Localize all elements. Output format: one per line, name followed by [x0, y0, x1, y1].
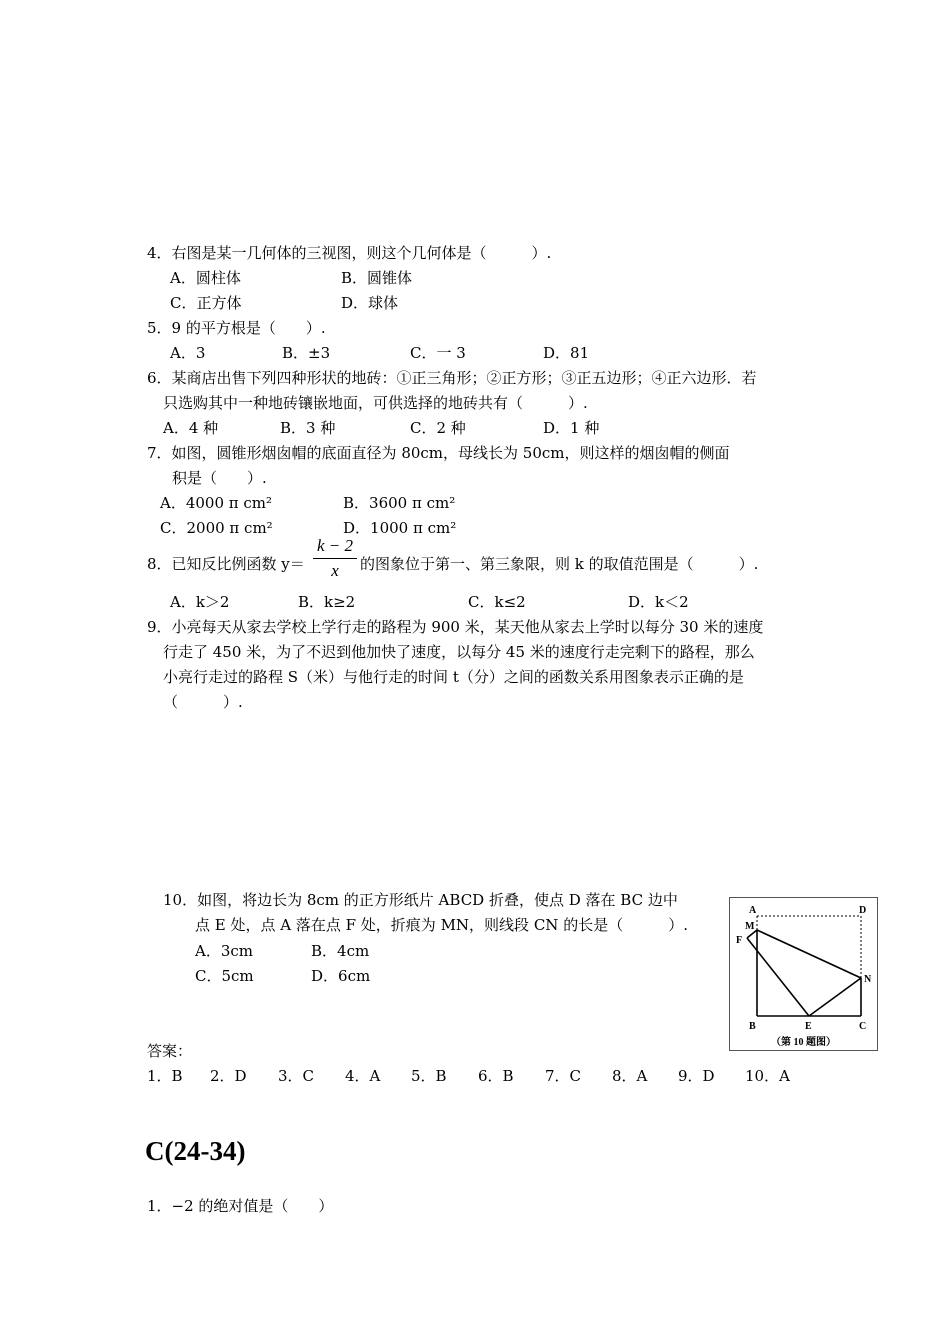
q5-option-b: B．±3 [282, 344, 331, 362]
q7-option-c: C．2000 π cm² [160, 519, 273, 537]
label-d: D [859, 905, 867, 916]
answer-2: 2．D [210, 1067, 247, 1085]
q7-option-d: D．1000 π cm² [343, 519, 457, 537]
q8-fraction-denominator: x [331, 561, 339, 580]
q7-stem-line1: 7．如图，圆锥形烟囱帽的底面直径为 80cm，母线长为 50cm，则这样的烟囱帽的侧面 [147, 444, 730, 462]
q10-option-b: B．4cm [311, 942, 370, 960]
q4-option-d: D．球体 [341, 294, 399, 312]
answer-4: 4．A [345, 1067, 381, 1085]
q6-stem-line2: 只选购其中一种地砖镶嵌地面，可供选择的地砖共有（ ）. [163, 394, 588, 412]
q8-option-a: A．k＞2 [170, 593, 230, 611]
q6-option-c: C．2 种 [410, 419, 466, 437]
q8-option-b: B．k≥2 [298, 593, 356, 611]
answer-6: 6．B [478, 1067, 514, 1085]
q8-fraction-numerator: k − 2 [316, 536, 354, 555]
answer-7: 7．C [545, 1067, 582, 1085]
q6-option-d: D．1 种 [543, 419, 600, 437]
label-n: N [864, 974, 872, 985]
q9-line3: 小亮行走过的路程 S（米）与他行走的时间 t（分）之间的函数关系用图象表示正确的是 [163, 668, 744, 686]
label-a: A [749, 905, 757, 916]
answer-1: 1．B [147, 1067, 183, 1085]
label-f: F [736, 935, 743, 946]
answer-5: 5．B [411, 1067, 447, 1085]
q7-option-a: A．4000 π cm² [160, 494, 273, 512]
q8-option-d: D．k＜2 [628, 593, 689, 611]
q8-stem-suffix: 的图象位于第一、第三象限，则 k 的取值范围是（ ）. [360, 555, 759, 573]
q10-figure-svg [730, 898, 877, 1050]
q4-option-c: C．正方体 [170, 294, 242, 312]
q6-stem-line1: 6．某商店出售下列四种形状的地砖：①正三角形；②正方形；③正五边形；④正六边形．若 [147, 369, 757, 387]
answers-heading: 答案： [147, 1042, 193, 1060]
q4-stem: 4．右图是某一几何体的三视图，则这个几何体是（ ）. [147, 244, 552, 262]
q4-option-b: B．圆锥体 [341, 269, 413, 287]
q7-stem-line2: 积是（ ）. [172, 469, 267, 487]
label-b: B [749, 1021, 756, 1032]
q10-option-c: C．5cm [195, 967, 254, 985]
q4-option-a: A．圆柱体 [170, 269, 241, 287]
answer-3: 3．C [278, 1067, 315, 1085]
q9-line1: 9．小亮每天从家去学校上学行走的路程为 900 米，某天他从家去上学时以每分 30 米的速度 [147, 618, 764, 636]
section-title: C(24-34) [145, 1136, 246, 1166]
next-question-1: 1．−2 的绝对值是（ ） [147, 1197, 334, 1215]
q6-option-a: A．4 种 [163, 419, 219, 437]
q9-line4: （ ）. [163, 693, 243, 711]
q10-line2: 点 E 处，点 A 落在点 F 处，折痕为 MN，则线段 CN 的长是（ ）. [195, 916, 688, 934]
q7-option-b: B．3600 π cm² [343, 494, 456, 512]
label-m: M [745, 921, 755, 932]
q10-option-a: A．3cm [195, 942, 254, 960]
q5-option-a: A．3 [170, 344, 206, 362]
q8-fraction [313, 536, 357, 581]
q5-option-c: C．一 3 [410, 344, 466, 362]
q5-stem: 5．9 的平方根是（ ）. [147, 319, 326, 337]
answer-10: 10．A [745, 1067, 790, 1085]
segment-ne [809, 978, 861, 1016]
q5-option-d: D．81 [543, 344, 590, 362]
answer-9: 9．D [678, 1067, 715, 1085]
q10-option-d: D．6cm [311, 967, 371, 985]
q10-figure [729, 897, 878, 1051]
q8-stem-prefix: 8．已知反比例函数 y＝ [147, 555, 305, 573]
answer-8: 8．A [612, 1067, 648, 1085]
q6-option-b: B．3 种 [280, 419, 336, 437]
label-e: E [805, 1021, 812, 1032]
q8-fraction-bar [313, 558, 357, 559]
figure-caption: （第 10 题图） [771, 1037, 836, 1048]
q9-line2: 行走了 450 米，为了不迟到他加快了速度，以每分 45 米的速度行走完剩下的路程，那么 [163, 643, 755, 661]
q8-option-c: C．k≤2 [468, 593, 526, 611]
label-c: C [859, 1021, 867, 1032]
q10-line1: 10．如图，将边长为 8cm 的正方形纸片 ABCD 折叠，使点 D 落在 BC 边中 [163, 891, 678, 909]
